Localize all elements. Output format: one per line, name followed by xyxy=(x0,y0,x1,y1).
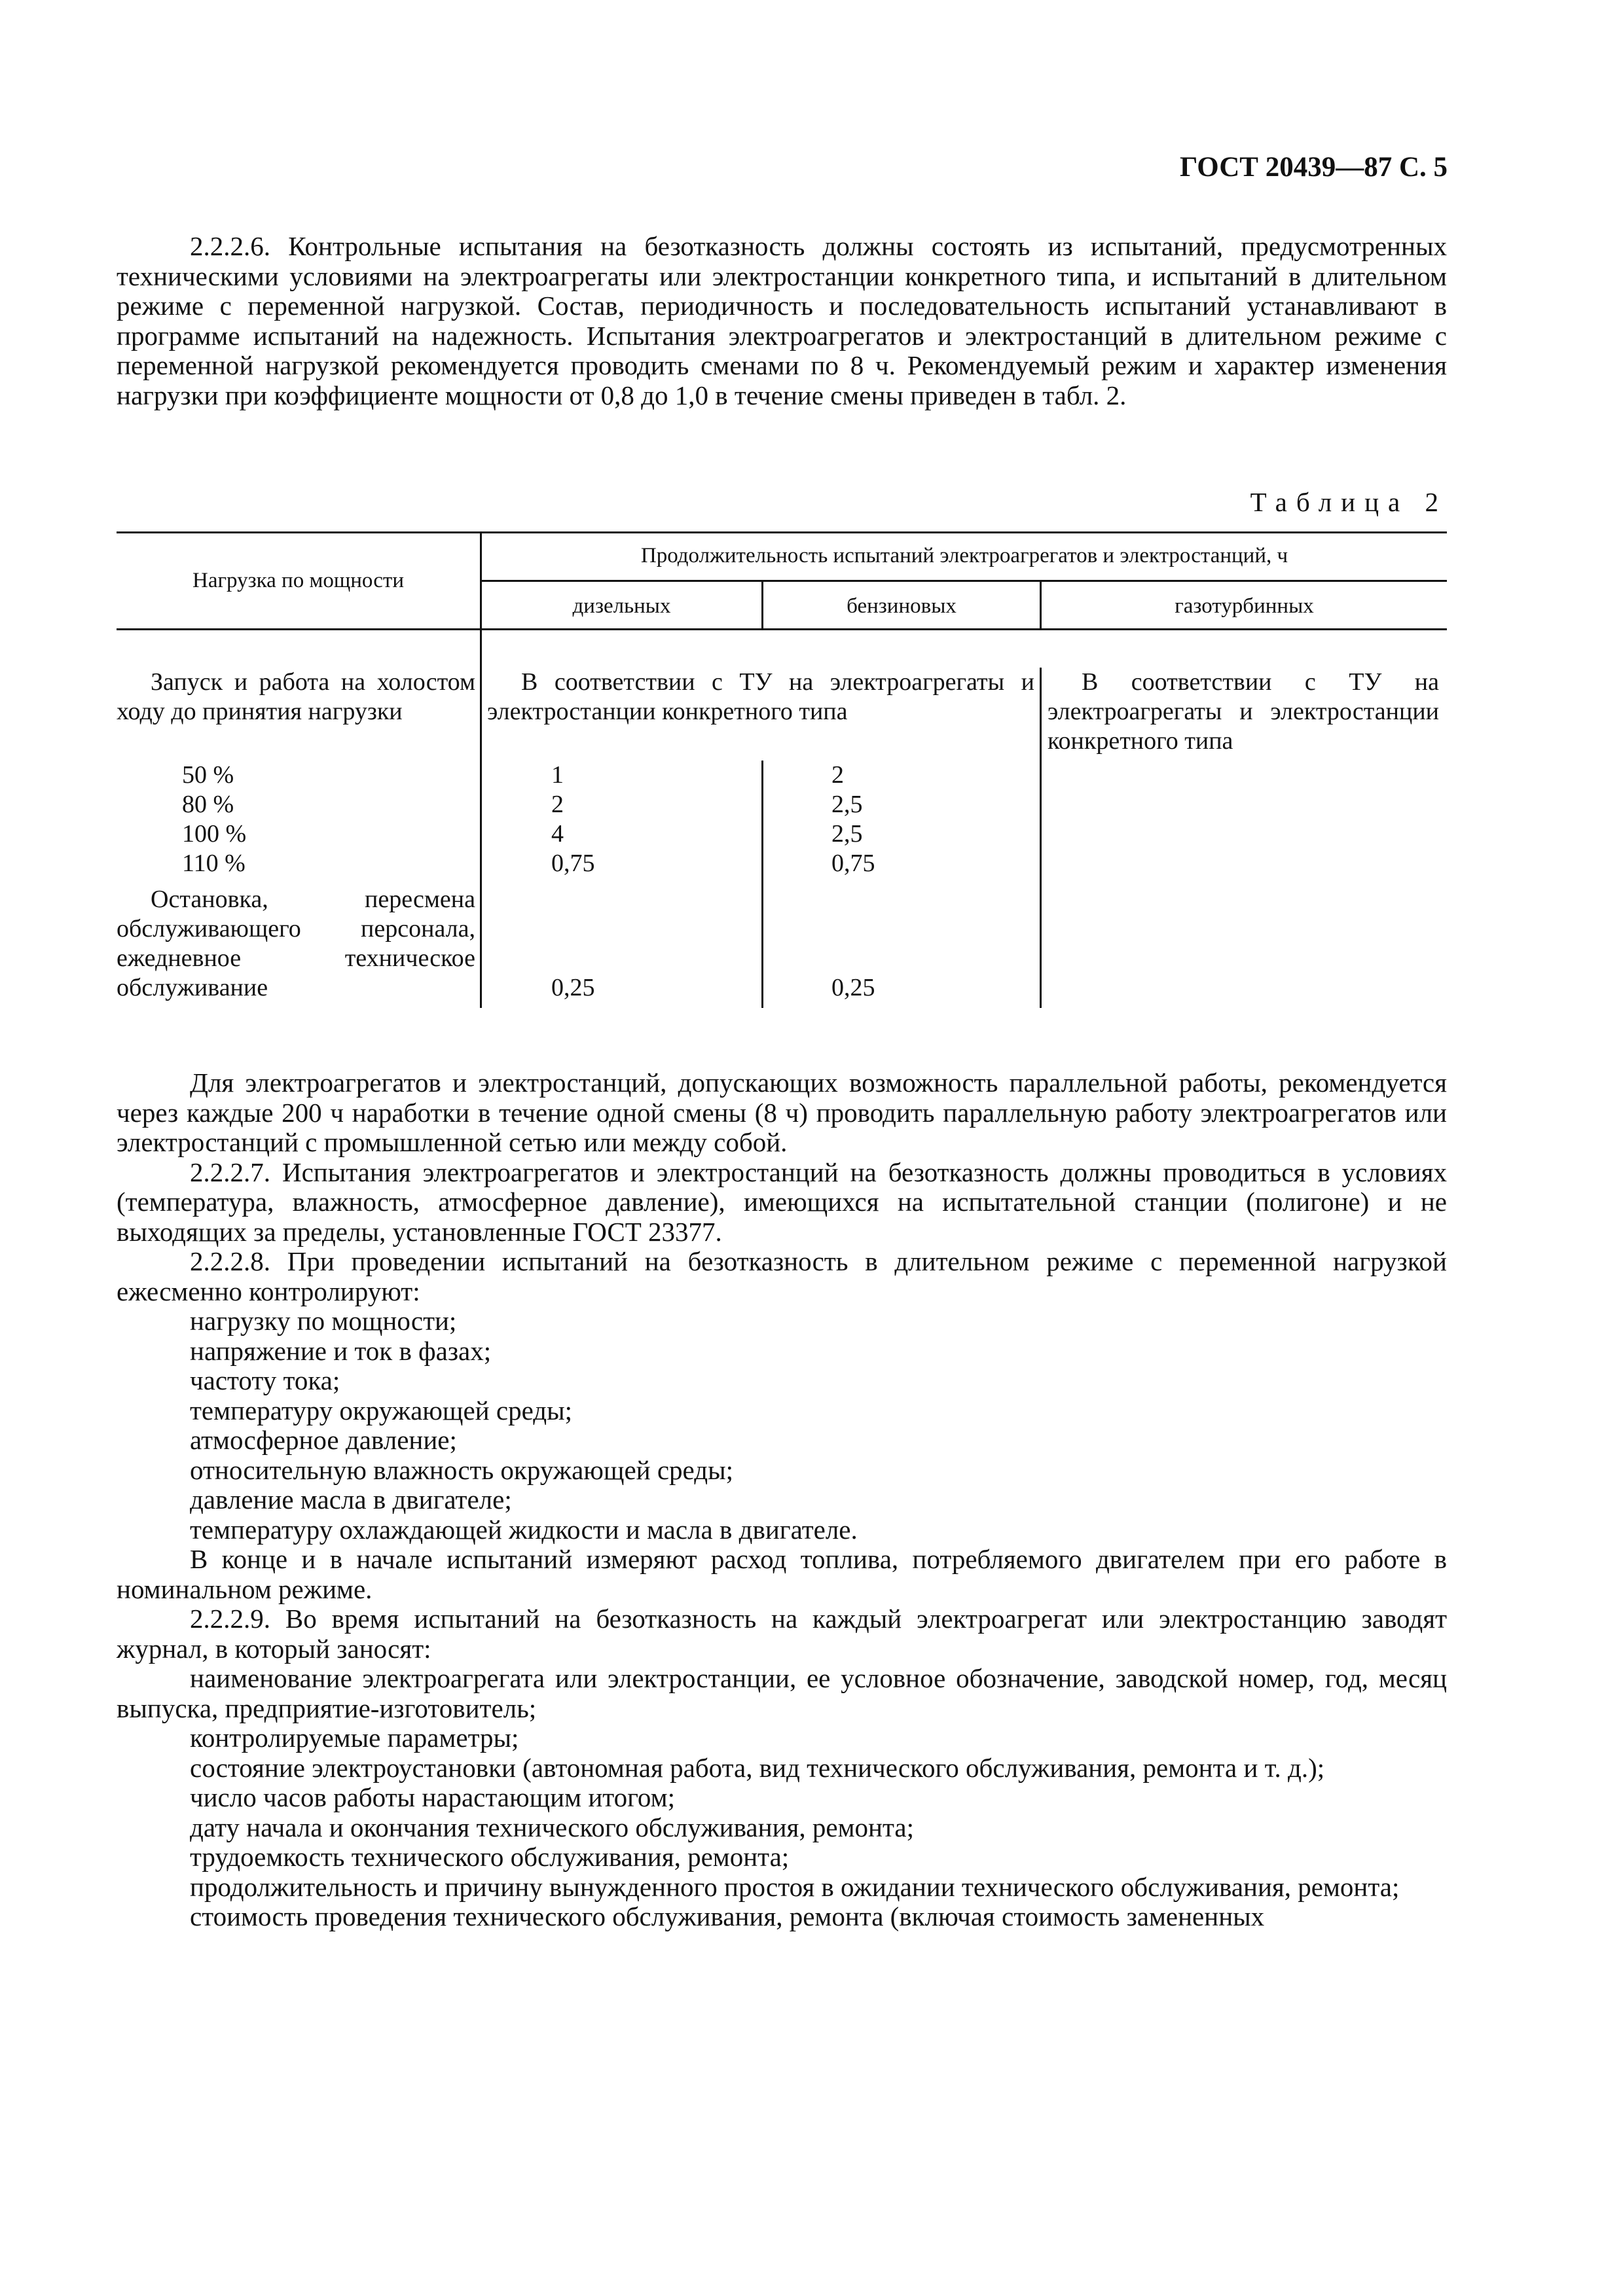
table-header-diesel: дизельных xyxy=(572,594,671,618)
table-cell-load: 110 % xyxy=(182,850,246,877)
list-item: трудоемкость технического обслуживания, ремонта; xyxy=(190,1842,790,1872)
paragraph: 2.2.2.9. Во время испытаний на безотказность на каждый электроагрегат или электростанцию заводят журнал, в который заносят: xyxy=(117,1604,1447,1664)
table-cell-diesel: 2 xyxy=(551,791,564,818)
table-cell-petrol: 2,5 xyxy=(831,791,863,818)
table-petrol-values xyxy=(831,761,1028,878)
table-cell-load: 100 % xyxy=(182,820,247,848)
table-header-gasturbine: газотурбинных xyxy=(1175,594,1314,618)
table-col-divider-2-body xyxy=(761,761,763,1008)
table-subheader-rule xyxy=(480,580,1447,582)
paragraph: продолжительность и причину вынужденного простоя в ожидании технического обслуживания, ремонта; xyxy=(190,1871,1400,1902)
table-cell-diesel-stop: 0,25 xyxy=(551,974,595,1001)
list-item: температуру окружающей среды; xyxy=(190,1395,573,1426)
intro-section xyxy=(117,232,1447,410)
table-load-list xyxy=(182,761,444,878)
paragraph: Для электроагрегатов и электростанций, допускающих возможность параллельной работы, рекомендуется через каждые 200 ч наработки в течение одной смены (8 ч) проводить параллельную работу электроагрегатов или электростанций с промышленной сетью или между собой. xyxy=(117,1067,1447,1157)
table-cell-diesel: 1 xyxy=(551,761,564,789)
table-header-load: Нагрузка по мощности xyxy=(192,569,404,592)
table-cell-petrol: 0,75 xyxy=(831,850,875,877)
table-cell-petrol: 2 xyxy=(831,761,844,789)
paragraph: 2.2.2.7. Испытания электроагрегатов и электростанций на безотказность должны проводиться в условиях (температура, влажность, атмосферное давление), имеющихся на испытательной станции (полигоне) и не выходящих за пределы, установленные ГОСТ 23377. xyxy=(117,1157,1447,1247)
list-item: стоимость проведения технического обслуживания, ремонта (включая стоимость замененных xyxy=(190,1901,1265,1931)
list-item: напряжение и ток в фазах; xyxy=(190,1335,492,1366)
table-cell-load: 50 % xyxy=(182,761,234,789)
paragraph: наименование электроагрегата или электростанции, ее условное обозначение, заводской номер, год, месяц выпуска, предприятие-изготовитель; xyxy=(117,1663,1447,1723)
list-item: давление масла в двигателе; xyxy=(190,1484,512,1515)
list-item: дату начала и окончания технического обслуживания, ремонта; xyxy=(190,1812,914,1842)
table-diesel-values xyxy=(551,761,748,878)
list-item: контролируемые параметры; xyxy=(190,1723,519,1753)
list-item: число часов работы нарастающим итогом; xyxy=(190,1782,675,1812)
paragraph: состояние электроустановки (автономная работа, вид технического обслуживания, ремонта и т. д.); xyxy=(190,1752,1325,1783)
page-header: ГОСТ 20439—87 С. 5 xyxy=(1179,152,1448,183)
body-section xyxy=(117,1068,1447,1932)
table-header-bottom-rule xyxy=(117,628,1447,630)
list-item: температуру охлаждающей жидкости и масла в двигателе. xyxy=(190,1514,858,1545)
table-cell-start-gasturbine: В соответствии с ТУ на электроагрегаты и электростанции конкретного типа xyxy=(1048,668,1439,755)
list-item: частоту тока; xyxy=(190,1365,340,1395)
list-item: относительную влажность окружающей среды; xyxy=(190,1454,734,1485)
table-2 xyxy=(117,531,1447,1008)
table-cell-load: 80 % xyxy=(182,791,234,818)
table-cell-petrol: 2,5 xyxy=(831,820,863,848)
table-cell-stop-label: Остановка, пересмена обслуживающего персонала, ежедневное техническое обслуживание xyxy=(117,886,475,1001)
table-header-duration: Продолжительность испытаний электроагрегатов и электростанций, ч xyxy=(640,544,1288,567)
table-cell-petrol-stop: 0,25 xyxy=(831,974,875,1001)
table-top-rule xyxy=(117,531,1447,533)
table-cell-start-label: Запуск и работа на холостом ходу до принятия нагрузки xyxy=(117,668,475,725)
table-header-petrol: бензиновых xyxy=(847,594,957,618)
list-item: нагрузку по мощности; xyxy=(190,1306,457,1336)
paragraph: 2.2.2.8. При проведении испытаний на безотказность в длительном режиме с переменной нагрузкой ежесменно контролируют: xyxy=(117,1246,1447,1306)
table-cell-diesel: 4 xyxy=(551,820,564,848)
paragraph: В конце и в начале испытаний измеряют расход топлива, потребляемого двигателем при его работе в номинальном режиме. xyxy=(117,1544,1447,1604)
table-caption: Таблица 2 xyxy=(1250,487,1448,517)
list-item: атмосферное давление; xyxy=(190,1425,457,1455)
table-cell-diesel: 0,75 xyxy=(551,850,595,877)
paragraph-2-2-2-6: 2.2.2.6. Контрольные испытания на безотказность должны состоять из испытаний, предусмотренных техническими условиями на электроагрегаты или электростанции конкретного типа, и испытаний в длительном режиме с переменной нагрузкой. Состав, периодичность и последовательность испытаний устанавливают в программе испытаний на надежность. Испытания электроагрегатов и электростанций в длительном режиме с переменной нагрузкой рекомендуется проводить сменами по 8 ч. Рекомендуемый режим и характер изменения нагрузки при коэффициенте мощности от 0,8 до 1,0 в течение смены приведен в табл. 2. xyxy=(117,231,1447,410)
table-cell-start-dp: В соответствии с ТУ на электроагрегаты и электростанции конкретного типа xyxy=(487,668,1034,725)
table-col-divider-3-body xyxy=(1040,668,1042,1008)
